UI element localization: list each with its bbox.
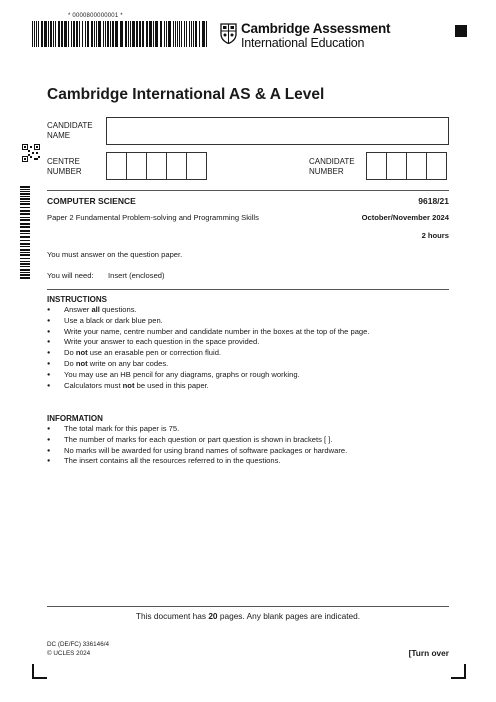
corner-mark-bottom-left [32, 664, 47, 679]
list-item: ● Do not write on any bar codes. [47, 359, 370, 370]
exam-duration: 2 hours [421, 231, 449, 240]
candidate-number-boxes [366, 152, 449, 180]
answer-note: You must answer on the question paper. [47, 250, 183, 259]
candidate-digit-box[interactable] [426, 152, 447, 180]
paper-code: 9618/21 [418, 196, 449, 206]
list-item: ● Write your name, centre number and candidate number in the boxes at the top of the page. [47, 327, 370, 338]
barcode-number: * 0000800000001 * [68, 13, 123, 19]
turn-over-label: [Turn over [408, 648, 449, 658]
centre-digit-box[interactable] [106, 152, 127, 180]
centre-number-label: CENTRE NUMBER [47, 157, 82, 176]
crest-logo-icon [220, 23, 237, 44]
list-item: ● Answer all questions. [47, 305, 370, 316]
need-value: Insert (enclosed) [108, 271, 165, 280]
list-item: ● Do not use an erasable pen or correction fluid. [47, 348, 370, 359]
list-item: ● Calculators must not be used in this paper. [47, 381, 370, 392]
instructions-heading: INSTRUCTIONS [47, 295, 107, 304]
need-label: You will need: [47, 271, 94, 280]
divider-top [47, 190, 449, 191]
candidate-name-label: CANDIDATE NAME [47, 121, 93, 140]
list-item: ● The insert contains all the resources referred to in the questions. [47, 456, 347, 467]
information-list [47, 424, 347, 467]
candidate-digit-box[interactable] [366, 152, 387, 180]
barcode [32, 21, 210, 47]
document-code: DC (DE/FC) 336146/4 [47, 641, 109, 648]
exam-session: October/November 2024 [361, 213, 449, 222]
list-item: ● Use a black or dark blue pen. [47, 316, 370, 327]
centre-digit-box[interactable] [186, 152, 207, 180]
list-item: ● The total mark for this paper is 75. [47, 424, 347, 435]
page-title: Cambridge International AS & A Level [47, 86, 325, 103]
registration-square [455, 25, 467, 37]
centre-number-boxes [106, 152, 210, 180]
list-item: ● No marks will be awarded for using brand names of software packages or hardware. [47, 446, 347, 457]
information-heading: INFORMATION [47, 414, 103, 423]
logo-text-line1: Cambridge Assessment [241, 21, 391, 36]
candidate-number-label: CANDIDATE NUMBER [309, 157, 355, 176]
candidate-name-field[interactable] [106, 117, 449, 145]
list-item: ● The number of marks for each question or part question is shown in brackets [ ]. [47, 435, 347, 446]
qr-code [22, 144, 40, 162]
page-count-note: This document has 20 pages. Any blank pages are indicated. [135, 611, 361, 621]
logo-text-line2: International Education [241, 36, 365, 50]
candidate-digit-box[interactable] [406, 152, 427, 180]
divider-middle [47, 289, 449, 290]
side-barcode [20, 186, 30, 282]
centre-digit-box[interactable] [126, 152, 147, 180]
paper-title: Paper 2 Fundamental Problem-solving and Programming Skills [47, 213, 259, 222]
list-item: ● Write your answer to each question in the space provided. [47, 337, 370, 348]
centre-digit-box[interactable] [166, 152, 187, 180]
divider-footer [47, 606, 449, 607]
copyright: © UCLES 2024 [47, 650, 91, 657]
corner-mark-bottom-right [451, 664, 466, 679]
subject-title: COMPUTER SCIENCE [47, 196, 136, 206]
list-item: ● You may use an HB pencil for any diagrams, graphs or rough working. [47, 370, 370, 381]
candidate-digit-box[interactable] [386, 152, 407, 180]
centre-digit-box[interactable] [146, 152, 167, 180]
instructions-list [47, 305, 370, 391]
